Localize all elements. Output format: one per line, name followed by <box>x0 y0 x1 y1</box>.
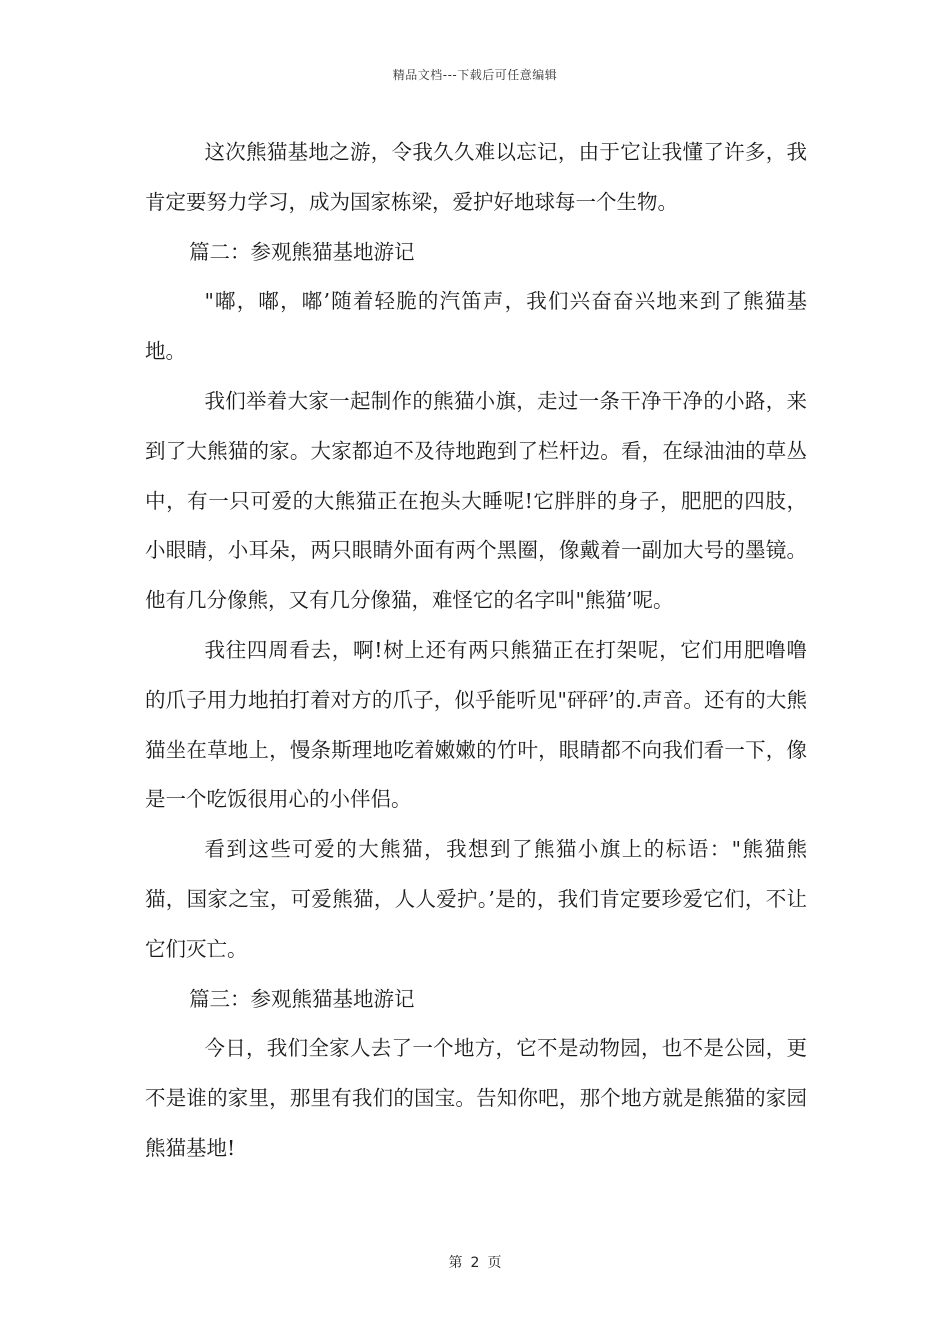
section-heading-2: 篇二：参观熊猫基地游记 <box>189 239 415 264</box>
document-body <box>145 128 807 1174</box>
page-number-prefix: 第 <box>448 1255 463 1271</box>
paragraph-5: 看到这些可爱的大熊猫，我想到了熊猫小旗上的标语："熊猫熊猫，国家之宝，可爱熊猫，人人爱护。’是的，我们肯定要珍爱它们，不让它们灭亡。 <box>145 837 807 961</box>
paragraph-6: 今日，我们全家人去了一个地方，它不是动物园，也不是公园，更不是谁的家里，那里有我们的国宝。告知你吧，那个地方就是熊猫的家园熊猫基地! <box>145 1036 807 1160</box>
paragraph-3: 我们举着大家一起制作的熊猫小旗，走过一条干净干净的小路，来到了大熊猫的家。大家都迫不及待地跑到了栏杆边。看，在绿油油的草丛中，有一只可爱的大熊猫正在抱头大睡呢!它胖胖的身子，肥肥的四肢，小眼睛，小耳朵，两只眼睛外面有两个黑圈，像戴着一副加大号的墨镜。他有几分像熊，又有几分像猫，难怪它的名字叫"熊猫’呢。 <box>145 388 807 613</box>
paragraph-2: "嘟，嘟，嘟’随着轻脆的汽笛声，我们兴奋奋兴地来到了熊猫基地。 <box>145 289 807 364</box>
page-number: 2 <box>470 1255 480 1271</box>
page-header: 精品文档---下载后可任意编辑 <box>392 68 558 82</box>
page-number-suffix: 页 <box>487 1255 502 1271</box>
paragraph-4: 我往四周看去，啊!树上还有两只熊猫正在打架呢，它们用肥噜噜的爪子用力地拍打着对方的爪子，似乎能听见"砰砰’的.声音。还有的大熊猫坐在草地上，慢条斯理地吃着嫩嫩的竹叶，眼睛都不向我们看一下，像是一个吃饭很用心的小伴侣。 <box>145 637 807 812</box>
paragraph-1: 这次熊猫基地之游，令我久久难以忘记，由于它让我懂了许多，我肯定要努力学习，成为国家栋梁，爱护好地球每一个生物。 <box>145 140 807 214</box>
page-footer <box>0 1252 950 1272</box>
section-heading-3: 篇三：参观熊猫基地游记 <box>189 986 415 1011</box>
